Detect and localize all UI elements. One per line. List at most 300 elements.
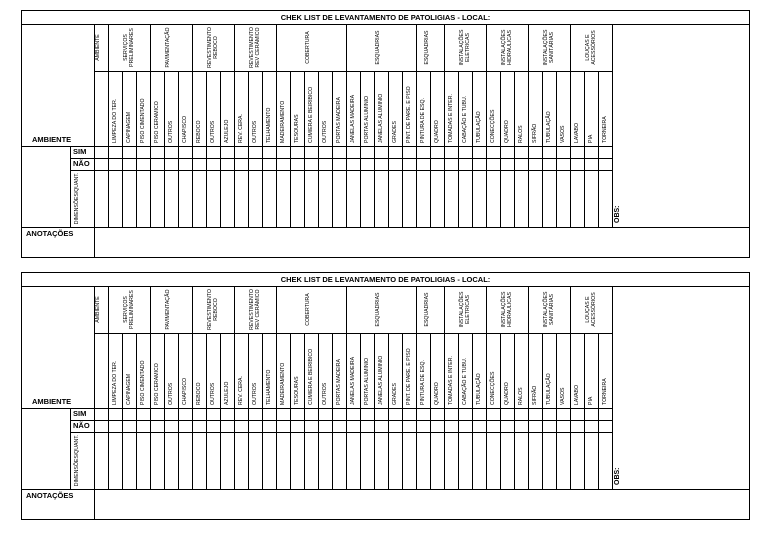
nao-checkbox-cell[interactable] bbox=[305, 421, 318, 432]
column-header: OUTROS bbox=[168, 382, 174, 405]
sim-checkbox-cell[interactable] bbox=[137, 147, 150, 158]
nao-checkbox-cell[interactable] bbox=[515, 159, 528, 170]
group-header-11: LOUÇAS E ACESSÓRIOS bbox=[585, 30, 597, 65]
sim-checkbox-cell[interactable] bbox=[235, 409, 248, 420]
grid-line bbox=[234, 408, 235, 489]
grid-line bbox=[332, 71, 333, 146]
nao-checkbox-cell[interactable] bbox=[431, 421, 444, 432]
column-header: TUBULAÇÃO bbox=[476, 111, 482, 143]
group-header-1: SERVIÇOS PRELIMINARES bbox=[123, 28, 135, 67]
nao-checkbox-cell[interactable] bbox=[403, 159, 416, 170]
sim-checkbox-cell[interactable] bbox=[445, 147, 458, 158]
nao-checkbox-cell[interactable] bbox=[333, 159, 346, 170]
nao-checkbox-cell[interactable] bbox=[417, 159, 430, 170]
grid-line bbox=[164, 146, 165, 227]
nao-checkbox-cell[interactable] bbox=[389, 159, 402, 170]
nao-checkbox-cell[interactable] bbox=[389, 421, 402, 432]
column-header: OUTROS bbox=[322, 120, 328, 143]
sim-checkbox-cell[interactable] bbox=[235, 147, 248, 158]
nao-checkbox-cell[interactable] bbox=[249, 421, 262, 432]
grid-line bbox=[360, 71, 361, 146]
sim-checkbox-cell[interactable] bbox=[277, 147, 290, 158]
grid-line bbox=[122, 333, 123, 408]
sim-checkbox-cell[interactable] bbox=[389, 147, 402, 158]
grid-line bbox=[346, 146, 347, 227]
sim-checkbox-cell[interactable] bbox=[389, 409, 402, 420]
nao-checkbox-cell[interactable] bbox=[305, 159, 318, 170]
column-header: QUADRO bbox=[504, 382, 510, 405]
nao-checkbox-cell[interactable] bbox=[151, 159, 164, 170]
column-header: CONECÇÕES bbox=[490, 371, 496, 405]
nao-checkbox-cell[interactable] bbox=[361, 421, 374, 432]
grid-line bbox=[70, 408, 71, 489]
group-header-4: REVESTIMENTO REV CERÂMICO bbox=[249, 289, 261, 330]
nao-checkbox-cell[interactable] bbox=[445, 159, 458, 170]
grid-line bbox=[262, 146, 263, 227]
column-header: RALOS bbox=[518, 125, 524, 143]
group-header-10: INSTALAÇÕES SANITÁRIAS bbox=[543, 29, 555, 66]
sim-checkbox-cell[interactable] bbox=[221, 147, 234, 158]
sim-checkbox-cell[interactable] bbox=[347, 147, 360, 158]
nao-checkbox-cell[interactable] bbox=[459, 421, 472, 432]
grid-line bbox=[374, 146, 375, 227]
sim-checkbox-cell[interactable] bbox=[305, 409, 318, 420]
nao-checkbox-cell[interactable] bbox=[151, 421, 164, 432]
grid-line bbox=[262, 333, 263, 408]
nao-checkbox-cell[interactable] bbox=[207, 159, 220, 170]
checklist-form-1 bbox=[21, 10, 750, 258]
grid-line bbox=[598, 408, 599, 489]
grid-line bbox=[150, 71, 151, 146]
nao-checkbox-cell[interactable] bbox=[347, 421, 360, 432]
nao-checkbox-cell[interactable] bbox=[207, 421, 220, 432]
grid-line bbox=[122, 408, 123, 489]
sim-checkbox-cell[interactable] bbox=[543, 147, 556, 158]
nao-checkbox-cell[interactable] bbox=[557, 159, 570, 170]
group-header-9: INSTALAÇÕES HIDRAULICAS bbox=[501, 291, 513, 328]
grid-line bbox=[556, 71, 557, 146]
sim-checkbox-cell[interactable] bbox=[431, 409, 444, 420]
column-header: OUTROS bbox=[210, 382, 216, 405]
column-header: TESOURAS bbox=[294, 376, 300, 405]
grid-line bbox=[542, 71, 543, 146]
sim-checkbox-cell[interactable] bbox=[417, 147, 430, 158]
column-header: TOMADAS E INTER. bbox=[448, 94, 454, 143]
grid-line bbox=[122, 146, 123, 227]
sim-checkbox-cell[interactable] bbox=[193, 409, 206, 420]
nao-checkbox-cell[interactable] bbox=[263, 421, 276, 432]
sim-checkbox-cell[interactable] bbox=[599, 147, 612, 158]
nao-checkbox-cell[interactable] bbox=[109, 421, 122, 432]
nao-checkbox-cell[interactable] bbox=[291, 421, 304, 432]
column-header: JANELAS MADEIRA bbox=[350, 94, 356, 143]
sim-label: SIM bbox=[73, 147, 87, 156]
column-header: CABAÇÃO E TUBU. bbox=[462, 95, 468, 143]
column-header: PINTURA DE ESQ. bbox=[420, 98, 426, 143]
nao-checkbox-cell[interactable] bbox=[403, 421, 416, 432]
sim-checkbox-cell[interactable] bbox=[487, 147, 500, 158]
nao-checkbox-cell[interactable] bbox=[543, 421, 556, 432]
nao-checkbox-cell[interactable] bbox=[165, 159, 178, 170]
grid-line bbox=[486, 146, 487, 227]
grid-line bbox=[304, 408, 305, 489]
grid-line bbox=[290, 71, 291, 146]
grid-line bbox=[570, 333, 571, 408]
sim-checkbox-cell[interactable] bbox=[207, 409, 220, 420]
nao-checkbox-cell[interactable] bbox=[193, 159, 206, 170]
checklist-form-2 bbox=[21, 272, 750, 520]
sim-checkbox-cell[interactable] bbox=[459, 409, 472, 420]
grid-line bbox=[570, 146, 571, 227]
grid-line bbox=[178, 146, 179, 227]
nao-checkbox-cell[interactable] bbox=[109, 159, 122, 170]
sim-checkbox-cell[interactable] bbox=[109, 147, 122, 158]
column-header: LIMPEZA DO TER. bbox=[112, 360, 118, 405]
column-header: PORTAS ALUMINIO bbox=[364, 357, 370, 405]
nao-checkbox-cell[interactable] bbox=[165, 421, 178, 432]
group-header-10: INSTALAÇÕES SANITÁRIAS bbox=[543, 291, 555, 328]
sim-checkbox-cell[interactable] bbox=[571, 147, 584, 158]
column-header: CUMIERA E BEIRIBICO bbox=[308, 86, 314, 143]
grid-line bbox=[70, 146, 71, 227]
sim-checkbox-cell[interactable] bbox=[291, 409, 304, 420]
sim-checkbox-cell[interactable] bbox=[151, 409, 164, 420]
sim-checkbox-cell[interactable] bbox=[263, 147, 276, 158]
nao-checkbox-cell[interactable] bbox=[585, 159, 598, 170]
sim-checkbox-cell[interactable] bbox=[193, 147, 206, 158]
grid-line bbox=[276, 333, 277, 408]
column-header: TESOURAS bbox=[294, 114, 300, 143]
grid-line bbox=[136, 408, 137, 489]
grid-line bbox=[304, 333, 305, 408]
sim-checkbox-cell[interactable] bbox=[137, 409, 150, 420]
column-header: REV. CERA. bbox=[238, 114, 244, 143]
grid-line bbox=[234, 146, 235, 227]
column-header: TUBULAÇÃO bbox=[476, 373, 482, 405]
column-header: CHAPISCO bbox=[182, 377, 188, 405]
sim-checkbox-cell[interactable] bbox=[557, 409, 570, 420]
sim-checkbox-cell[interactable] bbox=[291, 147, 304, 158]
nao-checkbox-cell[interactable] bbox=[221, 159, 234, 170]
nao-checkbox-cell[interactable] bbox=[473, 421, 486, 432]
grid-line bbox=[94, 408, 95, 489]
column-header: REBOCO bbox=[196, 120, 202, 143]
column-header: PORTAS MADEIRA bbox=[336, 359, 342, 405]
grid-line bbox=[290, 408, 291, 489]
nao-checkbox-cell[interactable] bbox=[557, 421, 570, 432]
grid-line bbox=[486, 408, 487, 489]
nao-checkbox-cell[interactable] bbox=[123, 421, 136, 432]
sim-checkbox-cell[interactable] bbox=[319, 147, 332, 158]
column-header: VASOS bbox=[560, 125, 566, 143]
grid-line bbox=[430, 146, 431, 227]
nao-checkbox-cell[interactable] bbox=[179, 159, 192, 170]
sim-checkbox-cell[interactable] bbox=[151, 147, 164, 158]
nao-checkbox-cell[interactable] bbox=[235, 159, 248, 170]
sim-checkbox-cell[interactable] bbox=[361, 147, 374, 158]
grid-line bbox=[556, 408, 557, 489]
sim-checkbox-cell[interactable] bbox=[403, 147, 416, 158]
nao-checkbox-cell[interactable] bbox=[137, 159, 150, 170]
grid-line bbox=[584, 408, 585, 489]
grid-line bbox=[332, 146, 333, 227]
grid-line bbox=[388, 408, 389, 489]
grid-line bbox=[584, 71, 585, 146]
grid-line bbox=[556, 333, 557, 408]
grid-line bbox=[500, 408, 501, 489]
sim-checkbox-cell[interactable] bbox=[445, 409, 458, 420]
column-header: SIFRÃO bbox=[532, 385, 538, 405]
sim-checkbox-cell[interactable] bbox=[487, 409, 500, 420]
grid-line bbox=[402, 408, 403, 489]
column-header: PORTAS ALUMINIO bbox=[364, 95, 370, 143]
group-header-6: ESQUADRIAS bbox=[375, 30, 381, 65]
grid-line bbox=[178, 71, 179, 146]
nao-checkbox-cell[interactable] bbox=[193, 421, 206, 432]
nao-checkbox-cell[interactable] bbox=[137, 421, 150, 432]
nao-checkbox-cell[interactable] bbox=[529, 159, 542, 170]
nao-checkbox-cell[interactable] bbox=[221, 421, 234, 432]
sim-checkbox-cell[interactable] bbox=[515, 147, 528, 158]
sim-checkbox-cell[interactable] bbox=[249, 409, 262, 420]
grid-line bbox=[556, 146, 557, 227]
column-header: GRADES bbox=[392, 383, 398, 405]
sim-checkbox-cell[interactable] bbox=[599, 409, 612, 420]
sim-checkbox-cell[interactable] bbox=[249, 147, 262, 158]
group-header-2: PAVIMENTAÇÃO bbox=[165, 289, 171, 330]
nao-checkbox-cell[interactable] bbox=[235, 421, 248, 432]
grid-line bbox=[192, 333, 193, 408]
sim-checkbox-cell[interactable] bbox=[221, 409, 234, 420]
grid-line bbox=[514, 408, 515, 489]
grid-line bbox=[374, 408, 375, 489]
grid-line bbox=[70, 170, 612, 171]
nao-checkbox-cell[interactable] bbox=[277, 159, 290, 170]
sim-checkbox-cell[interactable] bbox=[207, 147, 220, 158]
sim-checkbox-cell[interactable] bbox=[585, 409, 598, 420]
sim-checkbox-cell[interactable] bbox=[473, 147, 486, 158]
grid-line bbox=[136, 71, 137, 146]
column-header: OUTROS bbox=[252, 382, 258, 405]
nao-checkbox-cell[interactable] bbox=[515, 421, 528, 432]
grid-line bbox=[472, 146, 473, 227]
grid-line bbox=[458, 71, 459, 146]
nao-checkbox-cell[interactable] bbox=[375, 421, 388, 432]
grid-line bbox=[528, 408, 529, 489]
grid-line bbox=[136, 333, 137, 408]
nao-checkbox-cell[interactable] bbox=[333, 421, 346, 432]
grid-line bbox=[514, 71, 515, 146]
sim-checkbox-cell[interactable] bbox=[347, 409, 360, 420]
sim-checkbox-cell[interactable] bbox=[123, 147, 136, 158]
nao-checkbox-cell[interactable] bbox=[319, 159, 332, 170]
sim-checkbox-cell[interactable] bbox=[543, 409, 556, 420]
nao-label: NÃO bbox=[73, 421, 90, 430]
grid-line bbox=[416, 146, 417, 227]
grid-line bbox=[584, 146, 585, 227]
nao-ambiente-cell[interactable] bbox=[95, 421, 108, 432]
sim-checkbox-cell[interactable] bbox=[277, 409, 290, 420]
sim-checkbox-cell[interactable] bbox=[179, 409, 192, 420]
sim-checkbox-cell[interactable] bbox=[333, 409, 346, 420]
nao-checkbox-cell[interactable] bbox=[123, 159, 136, 170]
column-header: SIFRÃO bbox=[532, 123, 538, 143]
dimensoes-label: DIMENSÕES/QUANT. bbox=[74, 434, 80, 487]
column-header: AZULEJO bbox=[224, 119, 230, 143]
nao-checkbox-cell[interactable] bbox=[347, 159, 360, 170]
grid-line bbox=[472, 333, 473, 408]
column-header: OUTROS bbox=[210, 120, 216, 143]
column-header: CUMIERA E BEIRIBICO bbox=[308, 348, 314, 405]
nao-checkbox-cell[interactable] bbox=[473, 159, 486, 170]
grid-line bbox=[94, 333, 612, 334]
sim-checkbox-cell[interactable] bbox=[179, 147, 192, 158]
column-header: PINT. DE PARE. E PISO bbox=[406, 86, 412, 143]
nao-checkbox-cell[interactable] bbox=[277, 421, 290, 432]
sim-checkbox-cell[interactable] bbox=[263, 409, 276, 420]
nao-checkbox-cell[interactable] bbox=[431, 159, 444, 170]
nao-checkbox-cell[interactable] bbox=[585, 421, 598, 432]
anotacoes-area[interactable] bbox=[95, 228, 748, 256]
group-header-4: REVESTIMENTO REV CERÂMICO bbox=[249, 27, 261, 68]
sim-checkbox-cell[interactable] bbox=[571, 409, 584, 420]
group-header-8: INSTALAÇÕES ELETRICAS bbox=[459, 29, 471, 66]
column-header: REBOCO bbox=[196, 382, 202, 405]
column-header: PINTURA DE ESQ. bbox=[420, 360, 426, 405]
nao-checkbox-cell[interactable] bbox=[543, 159, 556, 170]
group-header-9: INSTALAÇÕES HIDRAULICAS bbox=[501, 29, 513, 66]
grid-line bbox=[472, 71, 473, 146]
nao-checkbox-cell[interactable] bbox=[361, 159, 374, 170]
grid-line bbox=[248, 146, 249, 227]
grid-line bbox=[164, 408, 165, 489]
column-header: GRADES bbox=[392, 121, 398, 143]
nao-checkbox-cell[interactable] bbox=[417, 421, 430, 432]
group-header-3: REVESTIMENTO REBOCO bbox=[207, 289, 219, 330]
nao-label: NÃO bbox=[73, 159, 90, 168]
grid-line bbox=[402, 71, 403, 146]
sim-checkbox-cell[interactable] bbox=[431, 147, 444, 158]
nao-checkbox-cell[interactable] bbox=[263, 159, 276, 170]
nao-checkbox-cell[interactable] bbox=[249, 159, 262, 170]
sim-checkbox-cell[interactable] bbox=[585, 147, 598, 158]
grid-line bbox=[514, 146, 515, 227]
grid-line bbox=[388, 146, 389, 227]
sim-checkbox-cell[interactable] bbox=[123, 409, 136, 420]
grid-line bbox=[178, 408, 179, 489]
sim-checkbox-cell[interactable] bbox=[305, 147, 318, 158]
grid-line bbox=[150, 408, 151, 489]
grid-line bbox=[458, 408, 459, 489]
sim-checkbox-cell[interactable] bbox=[319, 409, 332, 420]
column-header: TELHAMENTO bbox=[266, 107, 272, 143]
nao-checkbox-cell[interactable] bbox=[501, 159, 514, 170]
obs-label: OBS: bbox=[614, 205, 621, 223]
grid-line bbox=[108, 146, 109, 227]
grid-line bbox=[332, 408, 333, 489]
sim-checkbox-cell[interactable] bbox=[459, 147, 472, 158]
sim-checkbox-cell[interactable] bbox=[375, 409, 388, 420]
grid-line bbox=[206, 408, 207, 489]
column-header: OUTROS bbox=[252, 120, 258, 143]
nao-checkbox-cell[interactable] bbox=[571, 159, 584, 170]
nao-checkbox-cell[interactable] bbox=[501, 421, 514, 432]
grid-line bbox=[220, 71, 221, 146]
nao-checkbox-cell[interactable] bbox=[459, 159, 472, 170]
sim-checkbox-cell[interactable] bbox=[529, 409, 542, 420]
obs-area[interactable] bbox=[613, 25, 748, 226]
grid-line bbox=[444, 71, 445, 146]
nao-checkbox-cell[interactable] bbox=[487, 159, 500, 170]
nao-ambiente-cell[interactable] bbox=[95, 159, 108, 170]
column-header: JANELAS MADEIRA bbox=[350, 356, 356, 405]
obs-area[interactable] bbox=[613, 287, 748, 488]
sim-ambiente-cell[interactable] bbox=[95, 147, 108, 158]
column-header: AZULEJO bbox=[224, 381, 230, 405]
sim-checkbox-cell[interactable] bbox=[557, 147, 570, 158]
nao-checkbox-cell[interactable] bbox=[529, 421, 542, 432]
column-header: QUADRO bbox=[434, 120, 440, 143]
nao-checkbox-cell[interactable] bbox=[487, 421, 500, 432]
nao-checkbox-cell[interactable] bbox=[599, 421, 612, 432]
sim-checkbox-cell[interactable] bbox=[375, 147, 388, 158]
grid-line bbox=[206, 71, 207, 146]
column-header: LAVABO bbox=[574, 385, 580, 405]
nao-checkbox-cell[interactable] bbox=[291, 159, 304, 170]
sim-checkbox-cell[interactable] bbox=[417, 409, 430, 420]
column-header: JANELAS ALUMINIO bbox=[378, 355, 384, 405]
sim-ambiente-cell[interactable] bbox=[95, 409, 108, 420]
sim-checkbox-cell[interactable] bbox=[403, 409, 416, 420]
column-header: REV. CERA. bbox=[238, 376, 244, 405]
sim-checkbox-cell[interactable] bbox=[473, 409, 486, 420]
grid-line bbox=[444, 408, 445, 489]
sim-checkbox-cell[interactable] bbox=[515, 409, 528, 420]
sim-checkbox-cell[interactable] bbox=[501, 409, 514, 420]
sim-checkbox-cell[interactable] bbox=[333, 147, 346, 158]
grid-line bbox=[598, 146, 599, 227]
nao-checkbox-cell[interactable] bbox=[599, 159, 612, 170]
nao-checkbox-cell[interactable] bbox=[571, 421, 584, 432]
grid-line bbox=[360, 408, 361, 489]
grid-line bbox=[150, 146, 151, 227]
grid-line bbox=[346, 408, 347, 489]
nao-checkbox-cell[interactable] bbox=[319, 421, 332, 432]
sim-checkbox-cell[interactable] bbox=[361, 409, 374, 420]
grid-line bbox=[486, 333, 487, 408]
grid-line bbox=[262, 408, 263, 489]
grid-line bbox=[402, 146, 403, 227]
nao-checkbox-cell[interactable] bbox=[179, 421, 192, 432]
sim-checkbox-cell[interactable] bbox=[109, 409, 122, 420]
group-header-6: ESQUADRIAS bbox=[375, 292, 381, 327]
nao-checkbox-cell[interactable] bbox=[375, 159, 388, 170]
group-header-7: ESQUADRIAS bbox=[424, 30, 430, 65]
sim-checkbox-cell[interactable] bbox=[165, 147, 178, 158]
column-header: PORTAS MADEIRA bbox=[336, 97, 342, 143]
nao-checkbox-cell[interactable] bbox=[445, 421, 458, 432]
anotacoes-area[interactable] bbox=[95, 490, 748, 518]
grid-line bbox=[360, 146, 361, 227]
grid-line bbox=[122, 71, 123, 146]
sim-checkbox-cell[interactable] bbox=[529, 147, 542, 158]
sim-checkbox-cell[interactable] bbox=[501, 147, 514, 158]
grid-line bbox=[514, 333, 515, 408]
sim-checkbox-cell[interactable] bbox=[165, 409, 178, 420]
group-header-11: LOUÇAS E ACESSÓRIOS bbox=[585, 292, 597, 327]
grid-line bbox=[94, 146, 95, 227]
grid-line bbox=[318, 146, 319, 227]
